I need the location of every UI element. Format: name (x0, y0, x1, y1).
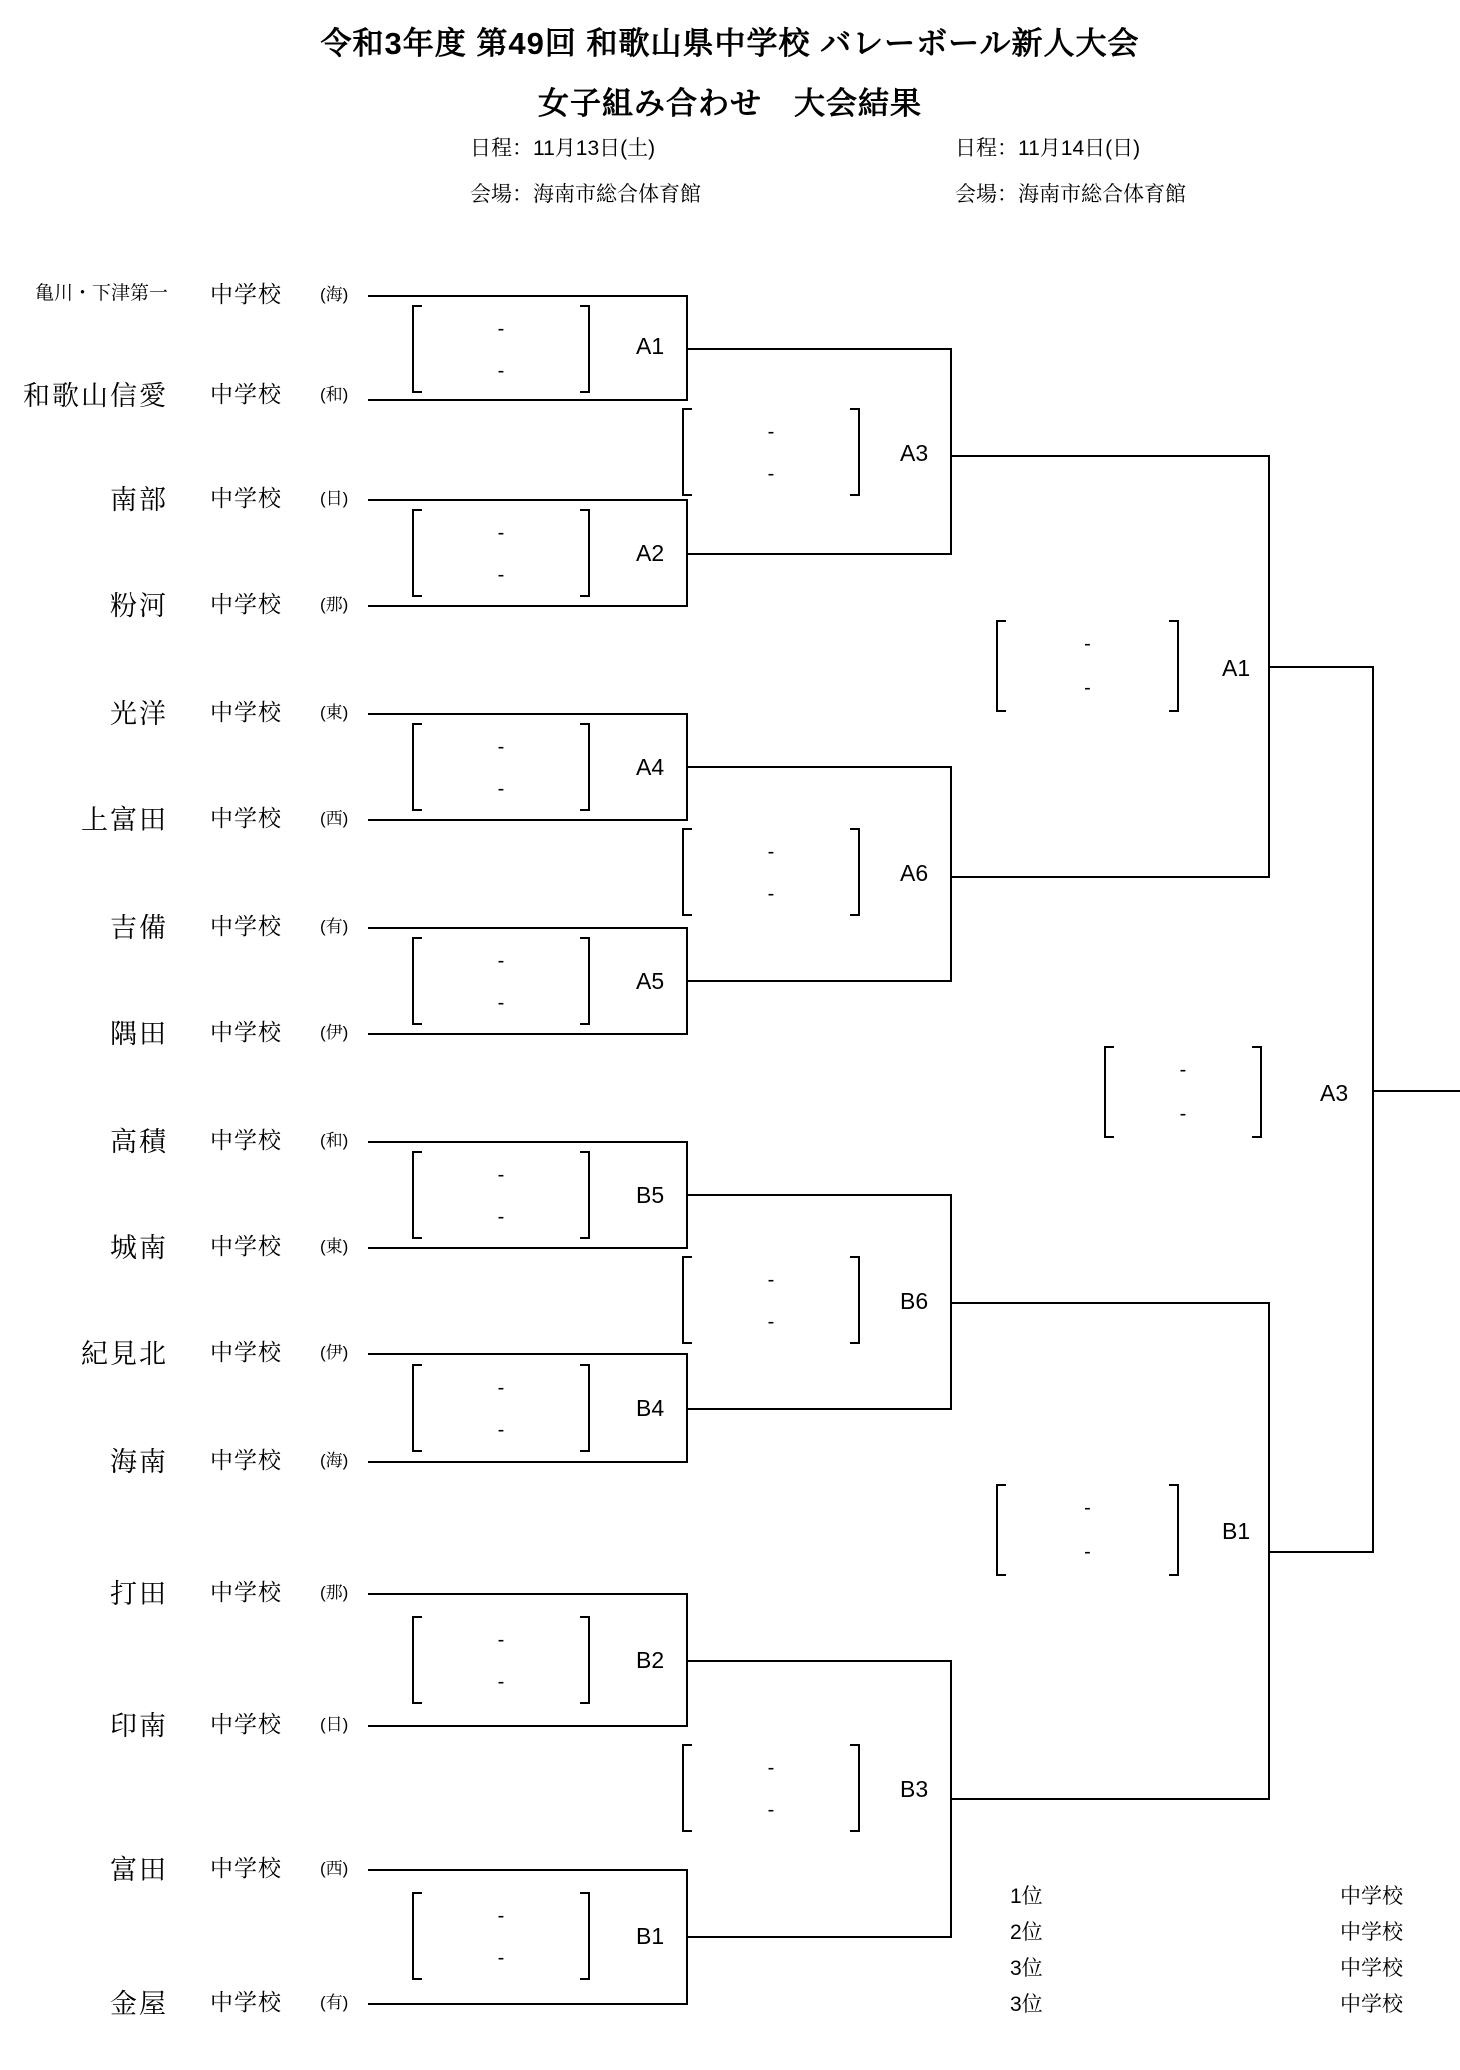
score-bottom: - (497, 564, 505, 586)
match-label-a5: A5 (636, 968, 665, 994)
page-title-line2: 女子組み合わせ 大会結果 (538, 86, 922, 121)
result-school: 中学校 (1340, 1885, 1403, 1908)
feeder-line (368, 295, 688, 297)
team-suffix: 中学校 (210, 591, 282, 617)
team-suffix: 中学校 (210, 281, 282, 307)
team-row (0, 478, 380, 515)
team-suffix: 中学校 (210, 805, 282, 831)
score-box (406, 937, 596, 1025)
team-region: (日) (320, 489, 349, 508)
feeder-line (368, 1461, 688, 1463)
team-name: 上富田 (81, 805, 168, 835)
match-label-b2: B2 (636, 1647, 665, 1673)
bracket-vline (1372, 666, 1374, 1553)
score-top: - (497, 1629, 505, 1651)
feeder-line (368, 1353, 688, 1355)
score-box (990, 620, 1185, 712)
team-suffix: 中学校 (210, 1989, 282, 2015)
bracket-line (686, 1194, 952, 1196)
team-name: 印南 (110, 1711, 168, 1741)
day2-venue: 会場：海南市総合体育館 (955, 183, 1186, 206)
team-region: (海) (320, 1451, 349, 1470)
score-box (406, 1151, 596, 1239)
feeder-line (368, 1247, 688, 1249)
score-box (406, 723, 596, 811)
feeder-line (368, 713, 688, 715)
team-row (0, 1704, 380, 1741)
team-row (0, 274, 380, 307)
score-box (990, 1484, 1185, 1576)
team-name: 紀見北 (81, 1339, 168, 1369)
team-row (0, 1982, 380, 2019)
score-top: - (1179, 1059, 1187, 1081)
bracket-line (686, 980, 952, 982)
match-label-b5: B5 (636, 1182, 665, 1208)
team-row (0, 906, 380, 943)
score-top: - (497, 736, 505, 758)
score-bottom: - (497, 778, 505, 800)
feeder-line (368, 2003, 688, 2005)
bracket-line (686, 1936, 952, 1938)
final-out-line (1372, 1090, 1460, 1092)
team-suffix: 中学校 (210, 1855, 282, 1881)
match-label-b3: B3 (900, 1776, 929, 1802)
match-label-b6: B6 (900, 1288, 929, 1314)
bracket-line (950, 1302, 1270, 1304)
feeder-line (368, 1725, 688, 1727)
score-box (406, 1616, 596, 1704)
bracket-line (950, 876, 1270, 878)
score-bottom: - (767, 1799, 775, 1821)
score-bottom: - (497, 360, 505, 382)
match-label-b4: B4 (636, 1395, 665, 1421)
team-suffix: 中学校 (210, 1019, 282, 1045)
score-bottom: - (497, 1419, 505, 1441)
feeder-line (368, 399, 688, 401)
team-region: (東) (320, 1237, 349, 1256)
score-box (676, 408, 866, 496)
feeder-line (368, 499, 688, 501)
team-region: (有) (320, 1993, 349, 2012)
team-name: 隅田 (110, 1019, 168, 1049)
score-top: - (497, 1164, 505, 1186)
bracket-line (686, 1408, 952, 1410)
feeder-line (368, 819, 688, 821)
day2-date: 日程：11月14日(日) (955, 137, 1141, 160)
score-top: - (767, 1269, 775, 1291)
team-suffix: 中学校 (210, 1233, 282, 1259)
team-suffix: 中学校 (210, 1579, 282, 1605)
score-box (1098, 1046, 1268, 1138)
result-place: 2位 (1010, 1921, 1043, 1944)
feeder-line (368, 605, 688, 607)
team-name: 粉河 (110, 591, 168, 621)
score-top: - (767, 1757, 775, 1779)
team-name: 光洋 (110, 699, 168, 729)
team-name: 城南 (110, 1233, 168, 1263)
team-name: 南部 (110, 485, 168, 515)
match-label-a3: A3 (900, 440, 929, 466)
team-suffix: 中学校 (210, 913, 282, 939)
team-row (0, 584, 380, 621)
result-place: 3位 (1010, 1993, 1043, 2016)
team-region: (海) (320, 285, 349, 304)
team-row (0, 374, 380, 411)
score-bottom: - (497, 1671, 505, 1693)
score-bottom: - (767, 1311, 775, 1333)
team-region: (西) (320, 809, 349, 828)
team-row (0, 1332, 380, 1369)
team-suffix: 中学校 (210, 485, 282, 511)
score-top: - (1084, 1497, 1091, 1519)
bracket-line (686, 553, 952, 555)
day1-date: 日程：11月13日(土) (470, 137, 656, 160)
team-row (0, 1012, 380, 1049)
score-box (676, 1744, 866, 1832)
team-name: 打田 (110, 1579, 168, 1609)
team-name: 吉備 (110, 913, 168, 943)
match-label-b1-r1: B1 (636, 1923, 665, 1949)
team-row (0, 1848, 380, 1885)
score-box (676, 828, 866, 916)
result-school: 中学校 (1340, 1993, 1403, 2016)
bracket-vline (950, 348, 952, 555)
match-label-semi-right: B1 (1222, 1518, 1251, 1544)
match-label-a4: A4 (636, 754, 665, 780)
team-row (0, 692, 380, 729)
feeder-line (368, 1033, 688, 1035)
score-top: - (497, 950, 505, 972)
score-bottom: - (1084, 1541, 1091, 1563)
score-top: - (497, 1905, 505, 1927)
score-box (406, 1892, 596, 1980)
team-row (0, 1120, 380, 1157)
team-name: 高積 (110, 1127, 168, 1157)
match-label-semi-left: A1 (1222, 655, 1251, 681)
team-suffix: 中学校 (210, 1127, 282, 1153)
team-region: (東) (320, 703, 349, 722)
score-top: - (1084, 633, 1091, 655)
team-suffix: 中学校 (210, 1339, 282, 1365)
score-bottom: - (497, 1206, 505, 1228)
score-bottom: - (767, 463, 775, 485)
team-region: (伊) (320, 1023, 349, 1042)
team-row (0, 1572, 380, 1609)
bracket-line (1268, 666, 1374, 668)
bracket-line (950, 1798, 1270, 1800)
feeder-line (368, 1593, 688, 1595)
score-top: - (497, 522, 505, 544)
team-name: 和歌山信愛 (23, 381, 168, 411)
team-name: 金屋 (110, 1989, 168, 2019)
score-box (676, 1256, 866, 1344)
result-school: 中学校 (1340, 1957, 1403, 1980)
day1-venue: 会場：海南市総合体育館 (470, 183, 701, 206)
feeder-line (368, 1141, 688, 1143)
score-top: - (497, 1377, 505, 1399)
bracket-line (1268, 1551, 1374, 1553)
score-bottom: - (1179, 1103, 1187, 1125)
team-name: 亀川・下津第一 (34, 283, 168, 304)
team-suffix: 中学校 (210, 699, 282, 725)
team-suffix: 中学校 (210, 1711, 282, 1737)
match-label-a1: A1 (636, 333, 665, 359)
match-label-a6: A6 (900, 860, 929, 886)
match-label-final: A3 (1320, 1080, 1349, 1106)
score-bottom: - (1084, 677, 1091, 699)
score-bottom: - (497, 992, 505, 1014)
bracket-line (686, 1660, 952, 1662)
page-title-line1: 令和3年度 第49回 和歌山県中学校 バレーボール新人大会 (320, 26, 1140, 61)
team-region: (那) (320, 595, 349, 614)
team-row (0, 1440, 380, 1477)
score-top: - (767, 421, 775, 443)
team-region: (那) (320, 1583, 349, 1602)
bracket-line (950, 455, 1270, 457)
team-region: (伊) (320, 1343, 349, 1362)
team-region: (和) (320, 385, 349, 404)
team-name: 富田 (110, 1855, 168, 1885)
result-place: 3位 (1010, 1957, 1043, 1980)
team-region: (和) (320, 1131, 349, 1150)
team-row (0, 798, 380, 835)
bracket-line (686, 766, 952, 768)
team-region: (有) (320, 917, 349, 936)
team-suffix: 中学校 (210, 381, 282, 407)
team-row (0, 1226, 380, 1263)
score-top: - (497, 318, 505, 340)
team-region: (西) (320, 1859, 349, 1878)
result-place: 1位 (1010, 1885, 1043, 1908)
score-box (406, 509, 596, 597)
feeder-line (368, 927, 688, 929)
score-bottom: - (497, 1947, 505, 1969)
bracket-vline (950, 766, 952, 982)
score-bottom: - (767, 883, 775, 905)
match-label-a2: A2 (636, 540, 665, 566)
bracket-line (686, 348, 952, 350)
team-region: (日) (320, 1715, 349, 1734)
score-box (406, 305, 596, 393)
score-box (406, 1364, 596, 1452)
result-school: 中学校 (1340, 1921, 1403, 1944)
team-suffix: 中学校 (210, 1447, 282, 1473)
team-name: 海南 (110, 1447, 168, 1477)
feeder-line (368, 1869, 688, 1871)
score-top: - (767, 841, 775, 863)
